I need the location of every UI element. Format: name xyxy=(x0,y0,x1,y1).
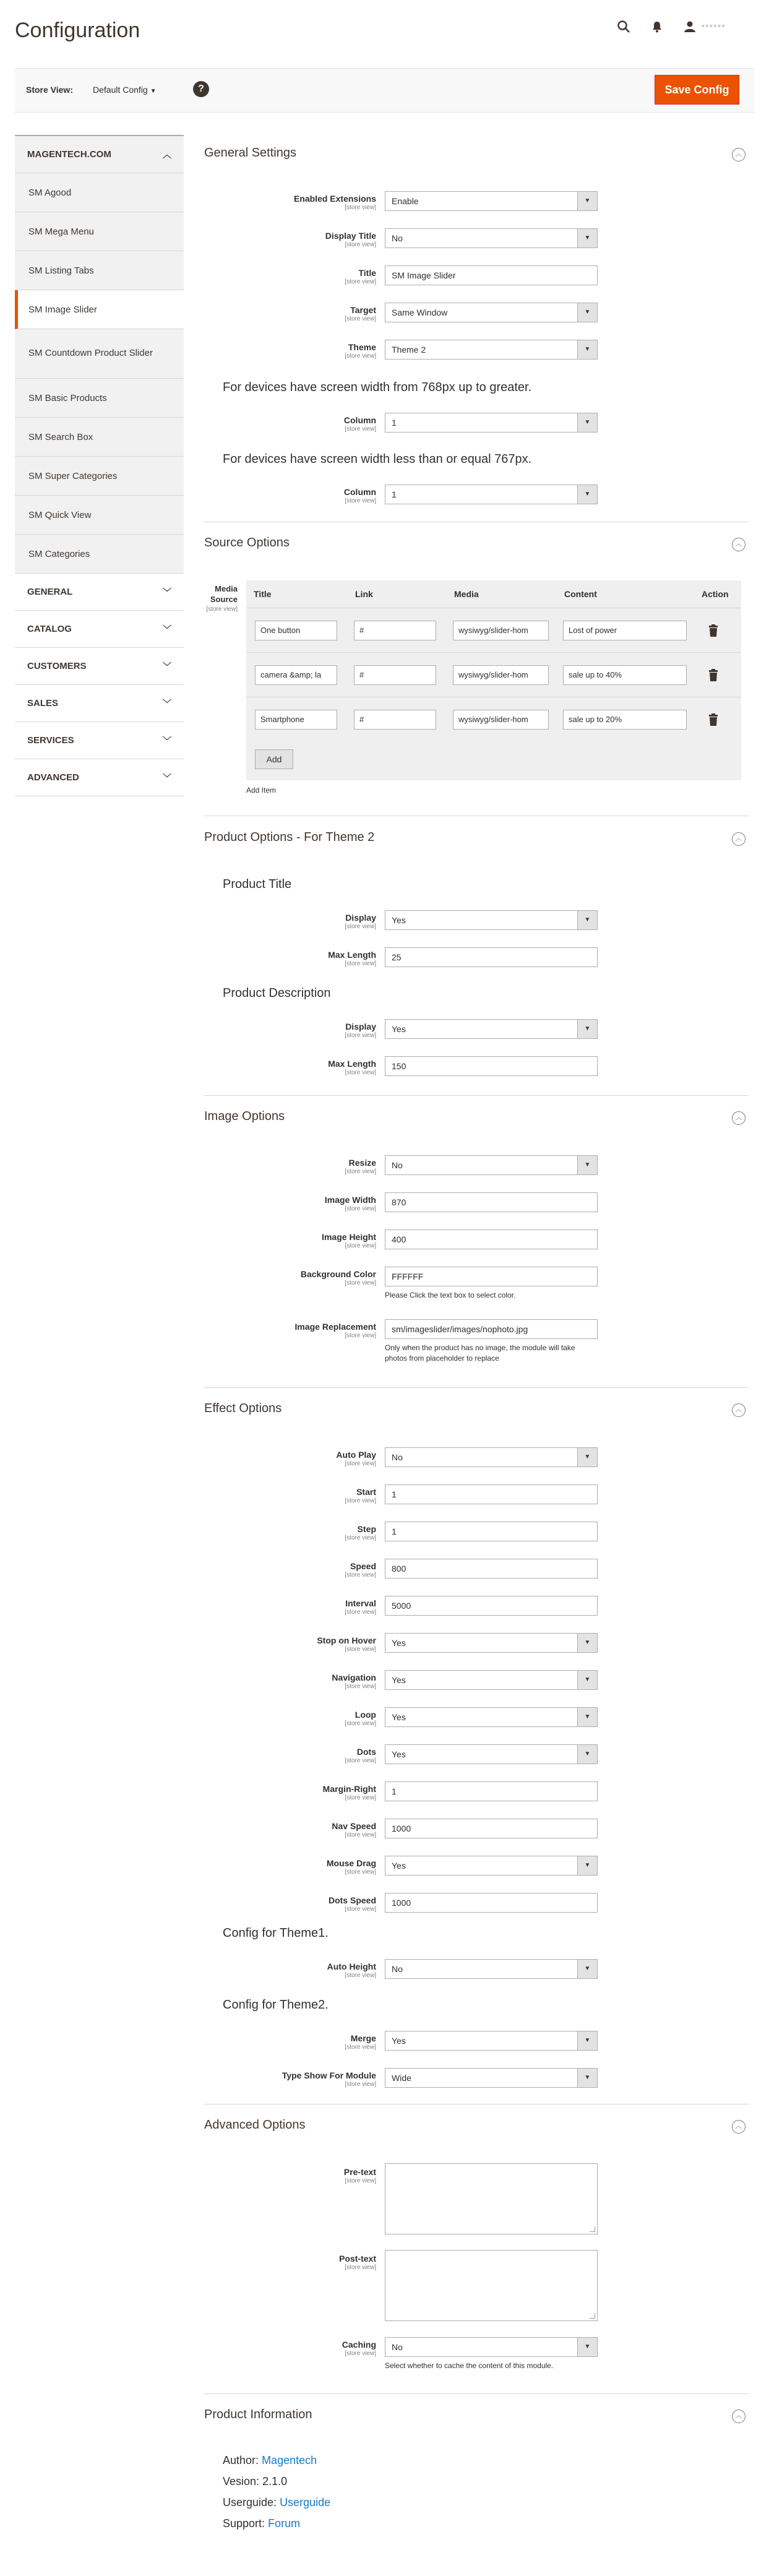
caching-note: Select whether to cache the content of this module. xyxy=(385,2361,554,2370)
select-value: Yes xyxy=(392,1749,406,1759)
title-input[interactable]: SM Image Slider xyxy=(385,265,598,285)
scope-note: [store view] xyxy=(345,1243,376,1249)
author-line xyxy=(223,2454,317,2467)
label-text: Auto Play xyxy=(336,1450,376,1460)
label-text: Stop on Hover xyxy=(317,1635,376,1645)
chevron-down-icon: ﹀ xyxy=(163,624,171,634)
caret-down-icon: ▼ xyxy=(577,229,597,248)
row-media-input[interactable]: wysiwyg/slider-hom xyxy=(453,665,549,685)
sidebar-item[interactable]: SM Quick View xyxy=(15,496,184,535)
sidebar-item-active[interactable]: SM Image Slider xyxy=(15,290,184,329)
interval-input[interactable]: 5000 xyxy=(385,1596,598,1616)
theme-select[interactable] xyxy=(385,340,598,360)
scope-note: [store view] xyxy=(345,1280,376,1286)
caret-down-icon: ▼ xyxy=(577,1448,597,1467)
label-text: Display Title xyxy=(325,231,376,241)
label-text: Media Source xyxy=(210,584,238,604)
table-row xyxy=(246,697,741,741)
sidebar-section-label: ADVANCED xyxy=(27,772,79,783)
divider xyxy=(204,1095,749,1096)
select-value: Wide xyxy=(392,2073,411,2083)
user-icon xyxy=(684,20,696,33)
description-display-select[interactable] xyxy=(385,1019,598,1039)
dots-select[interactable] xyxy=(385,1744,598,1764)
scope-note: [store view] xyxy=(345,204,376,211)
label-text: Column xyxy=(343,487,376,497)
row-content-input[interactable]: sale up to 40% xyxy=(563,665,687,685)
support-line xyxy=(223,2517,300,2530)
navigation-select[interactable] xyxy=(385,1670,598,1690)
label-text: Theme xyxy=(348,342,376,352)
select-value: No xyxy=(392,2342,403,2352)
background-color-note: Please Click the text box to select color. xyxy=(385,1291,516,1299)
field-label xyxy=(204,2340,376,2357)
scope-note: [store view] xyxy=(345,2081,376,2088)
userguide-label: Userguide: xyxy=(223,2496,277,2509)
scope-note: [store view] xyxy=(345,278,376,285)
sidebar-item[interactable]: SM Listing Tabs xyxy=(15,251,184,290)
collapse-icon[interactable]: ︿ xyxy=(732,832,745,846)
collapse-icon[interactable]: ︿ xyxy=(732,1111,745,1125)
add-item-link[interactable]: Add Item xyxy=(246,786,277,795)
save-config-button[interactable]: Save Config xyxy=(655,75,739,105)
scope-note: [store view] xyxy=(345,1832,376,1838)
col-header-title: Title xyxy=(254,589,272,599)
caret-down-icon: ▼ xyxy=(577,413,597,432)
caret-down-icon: ▼ xyxy=(577,1708,597,1726)
mouse-drag-select[interactable] xyxy=(385,1856,598,1876)
label-text: Interval xyxy=(345,1598,376,1608)
version-value: 2.1.0 xyxy=(262,2475,288,2488)
field-label xyxy=(204,1598,376,1616)
scope-note: [store view] xyxy=(345,1906,376,1913)
add-row-button[interactable]: Add xyxy=(255,749,293,769)
trash-icon[interactable] xyxy=(708,624,719,637)
label-text: Background Color xyxy=(300,1269,376,1279)
sidebar-item[interactable]: SM Mega Menu xyxy=(15,212,184,251)
label-text: Caching xyxy=(342,2340,376,2350)
theme2-heading: Config for Theme2. xyxy=(223,1998,329,2012)
support-link[interactable]: Forum xyxy=(268,2517,301,2530)
label-text: Post-text xyxy=(339,2254,376,2264)
store-view-label: Store View: xyxy=(26,85,73,95)
row-title-input[interactable]: camera &amp; la xyxy=(255,665,337,685)
label-text: Margin-Right xyxy=(322,1784,376,1794)
field-label xyxy=(204,1158,376,1175)
caret-down-icon: ▼ xyxy=(577,2031,597,2050)
scope-note: [store view] xyxy=(345,426,376,433)
field-label xyxy=(204,268,376,285)
scope-note: [store view] xyxy=(345,2044,376,2051)
label-text: Enabled Extensions xyxy=(293,194,376,204)
field-label xyxy=(204,1524,376,1541)
sidebar-section-catalog[interactable] xyxy=(15,611,184,648)
select-value: Yes xyxy=(392,1024,406,1034)
row-media-input[interactable]: wysiwyg/slider-hom xyxy=(453,621,549,640)
chevron-down-icon: ﹀ xyxy=(163,772,171,783)
sidebar-section-label: CUSTOMERS xyxy=(27,661,87,671)
scope-note: [store view] xyxy=(345,498,376,504)
note-small-devices: For devices have screen width less than or equal 767px. xyxy=(223,452,532,466)
scope-note: [store view] xyxy=(345,960,376,967)
select-value: No xyxy=(392,233,403,243)
collapse-icon[interactable]: ︿ xyxy=(732,2410,745,2423)
table-row xyxy=(246,652,741,697)
product-title-heading: Product Title xyxy=(223,877,292,891)
scope-note: [store view] xyxy=(345,1332,376,1339)
sidebar-section-label: SERVICES xyxy=(27,735,74,746)
account-menu[interactable] xyxy=(684,20,726,33)
label-text: Column xyxy=(343,415,376,425)
step-input[interactable]: 1 xyxy=(385,1522,598,1541)
scope-note: [store view] xyxy=(345,353,376,360)
chevron-down-icon: ﹀ xyxy=(163,735,171,746)
row-link-input[interactable]: # xyxy=(354,665,436,685)
field-label xyxy=(204,231,376,248)
field-label xyxy=(204,1962,376,1979)
label-text: Nav Speed xyxy=(332,1821,376,1831)
row-content-input[interactable]: Lost of power xyxy=(563,621,687,640)
image-replacement-note: Only when the product has no image, the module will take photos from placeholder to replace xyxy=(385,1343,575,1363)
scope-note: [store view] xyxy=(345,1497,376,1504)
sidebar-section-label: CATALOG xyxy=(27,624,72,634)
title-display-select[interactable] xyxy=(385,910,598,930)
section-title-general[interactable]: General Settings xyxy=(204,146,296,160)
sidebar-group-magentech[interactable] xyxy=(15,135,184,173)
row-link-input[interactable]: # xyxy=(354,710,436,730)
caret-down-icon: ▼ xyxy=(577,1020,597,1038)
field-label xyxy=(204,1232,376,1249)
label-text: Auto Height xyxy=(327,1962,376,1971)
caching-select[interactable] xyxy=(385,2337,598,2357)
field-label xyxy=(204,2167,376,2184)
label-text: Merge xyxy=(350,2033,376,2043)
section-title-source[interactable]: Source Options xyxy=(204,536,290,549)
field-label xyxy=(204,1747,376,1764)
type-show-select[interactable] xyxy=(385,2068,598,2088)
label-text: Step xyxy=(357,1524,376,1534)
collapse-icon[interactable]: ︿ xyxy=(732,2120,745,2134)
start-input[interactable]: 1 xyxy=(385,1484,598,1504)
caret-down-icon: ▼ xyxy=(577,1960,597,1978)
scope-note: [store view] xyxy=(345,923,376,930)
caret-down-icon: ▼ xyxy=(577,303,597,322)
sidebar-section-general[interactable] xyxy=(15,574,184,611)
sidebar-section-label: GENERAL xyxy=(27,587,73,597)
sidebar-item[interactable]: SM Super Categories xyxy=(15,457,184,496)
table-row xyxy=(246,608,741,652)
image-height-input[interactable]: 400 xyxy=(385,1230,598,1249)
sidebar-section-services[interactable] xyxy=(15,722,184,759)
caret-down-icon: ▼ xyxy=(150,88,157,95)
field-label xyxy=(204,342,376,360)
background-color-input[interactable]: FFFFFF xyxy=(385,1267,598,1286)
scope-note: [store view] xyxy=(345,1757,376,1764)
label-text: Speed xyxy=(350,1561,376,1571)
chevron-up-icon: ︿ xyxy=(163,149,171,160)
scope-note: [store view] xyxy=(345,241,376,248)
version-line xyxy=(223,2475,287,2488)
store-view-bar xyxy=(15,68,754,113)
select-value: Yes xyxy=(392,1861,406,1871)
sidebar-section-sales[interactable] xyxy=(15,685,184,722)
scope-note: [store view] xyxy=(345,1683,376,1690)
sidebar-item[interactable]: SM Basic Products xyxy=(15,379,184,418)
loop-select[interactable] xyxy=(385,1707,598,1727)
header-actions xyxy=(617,20,726,33)
scope-note: [store view] xyxy=(345,1205,376,1212)
scope-note: [store view] xyxy=(345,1869,376,1876)
userguide-line xyxy=(223,2496,330,2509)
target-select[interactable] xyxy=(385,303,598,322)
select-value: Enable xyxy=(392,196,419,206)
trash-icon[interactable] xyxy=(708,713,719,726)
label-text: Image Height xyxy=(322,1232,376,1242)
row-content-input[interactable]: sale up to 20% xyxy=(563,710,687,730)
userguide-link[interactable]: Userguide xyxy=(280,2496,331,2509)
row-title-input[interactable]: Smartphone xyxy=(255,710,337,730)
row-link-input[interactable]: # xyxy=(354,621,436,640)
column-large-select[interactable] xyxy=(385,413,598,433)
select-value: 1 xyxy=(392,489,397,499)
caret-down-icon: ▼ xyxy=(577,485,597,504)
merge-select[interactable] xyxy=(385,2031,598,2051)
scope-note: [store view] xyxy=(345,1535,376,1541)
caret-down-icon: ▼ xyxy=(577,192,597,210)
section-title-info[interactable]: Product Information xyxy=(204,2408,312,2421)
label-text: Navigation xyxy=(332,1673,376,1682)
scope-note: [store view] xyxy=(345,1032,376,1039)
select-value: Yes xyxy=(392,1675,406,1685)
user-name: •••••• xyxy=(701,21,726,32)
field-label xyxy=(204,2254,376,2271)
scope-note: [store view] xyxy=(345,1646,376,1653)
label-text: Dots xyxy=(356,1747,376,1757)
store-view-value: Default Config xyxy=(93,85,148,95)
divider xyxy=(204,2393,749,2394)
field-label xyxy=(204,487,376,504)
version-label: Vesion: xyxy=(223,2475,260,2488)
row-media-input[interactable]: wysiwyg/slider-hom xyxy=(453,710,549,730)
chevron-down-icon: ﹀ xyxy=(163,587,171,597)
scope-note: [store view] xyxy=(345,316,376,322)
field-label xyxy=(204,913,376,930)
sidebar-section-advanced[interactable] xyxy=(15,759,184,796)
sidebar-section-label: SALES xyxy=(27,698,59,709)
field-label xyxy=(204,1784,376,1801)
label-text: Start xyxy=(356,1487,376,1497)
enabled-extensions-select[interactable] xyxy=(385,191,598,211)
col-header-action: Action xyxy=(702,589,729,599)
label-text: Resize xyxy=(348,1158,376,1168)
auto-play-select[interactable] xyxy=(385,1447,598,1467)
nav-speed-input[interactable]: 1000 xyxy=(385,1819,598,1838)
page-title: Configuration xyxy=(15,19,140,42)
field-label xyxy=(204,1710,376,1727)
label-text: Max Length xyxy=(328,1059,376,1069)
label-text: Max Length xyxy=(328,950,376,960)
select-value: Yes xyxy=(392,2036,406,2046)
resize-select[interactable] xyxy=(385,1155,598,1175)
field-label xyxy=(204,1322,376,1339)
scope-note: [store view] xyxy=(345,1572,376,1579)
select-value: Yes xyxy=(392,915,406,925)
label-text: Pre-text xyxy=(343,2167,376,2177)
field-label xyxy=(204,2070,376,2088)
sidebar-group-label: MAGENTECH.COM xyxy=(27,149,111,160)
scope-note: [store view] xyxy=(345,2178,376,2184)
auto-height-select[interactable] xyxy=(385,1959,598,1979)
image-replacement-input[interactable]: sm/imageslider/images/nophoto.jpg xyxy=(385,1319,598,1339)
caret-down-icon: ▼ xyxy=(577,911,597,929)
display-title-select[interactable] xyxy=(385,228,598,248)
pre-text-textarea[interactable] xyxy=(385,2163,598,2234)
chevron-down-icon: ﹀ xyxy=(163,661,171,671)
column-small-select[interactable] xyxy=(385,485,598,504)
label-text: Display xyxy=(345,1022,376,1032)
field-label xyxy=(204,950,376,967)
caret-down-icon: ▼ xyxy=(577,2338,597,2356)
scope-note: [store view] xyxy=(345,1972,376,1979)
col-header-link: Link xyxy=(355,589,373,599)
field-label xyxy=(204,1895,376,1913)
config-sidebar xyxy=(15,135,184,796)
scope-note: [store view] xyxy=(345,1720,376,1727)
section-title-advanced[interactable]: Advanced Options xyxy=(204,2118,306,2132)
field-label xyxy=(204,305,376,322)
sidebar-item[interactable]: SM Countdown Product Slider xyxy=(15,329,184,379)
select-value: Theme 2 xyxy=(392,345,426,355)
caret-down-icon: ▼ xyxy=(577,1856,597,1875)
scope-note: [store view] xyxy=(345,2350,376,2357)
collapse-icon[interactable]: ︿ xyxy=(732,1403,745,1417)
label-text: Dots Speed xyxy=(328,1895,376,1905)
field-label xyxy=(204,194,376,211)
select-value: 1 xyxy=(392,418,397,428)
note-large-devices: For devices have screen width from 768px up to greater. xyxy=(223,381,532,394)
caret-down-icon: ▼ xyxy=(577,1156,597,1174)
post-text-textarea[interactable] xyxy=(385,2250,598,2321)
sidebar-item[interactable]: SM Search Box xyxy=(15,418,184,457)
scope-note: [store view] xyxy=(206,605,238,613)
sidebar-section-customers[interactable] xyxy=(15,648,184,685)
scope-note: [store view] xyxy=(345,1168,376,1175)
field-label xyxy=(204,1858,376,1876)
image-width-input[interactable]: 870 xyxy=(385,1192,598,1212)
label-text: Type Show For Module xyxy=(281,2070,376,2080)
help-icon[interactable]: ? xyxy=(193,81,209,97)
label-text: Loop xyxy=(354,1710,376,1720)
row-title-input[interactable]: One button xyxy=(255,621,337,640)
caret-down-icon: ▼ xyxy=(577,2069,597,2087)
field-label xyxy=(204,1269,376,1286)
author-label: Author: xyxy=(223,2454,259,2466)
label-text: Display xyxy=(345,913,376,923)
sidebar-item[interactable]: SM Agood xyxy=(15,173,184,212)
select-value: Yes xyxy=(392,1638,406,1648)
field-label xyxy=(204,1022,376,1039)
field-label xyxy=(204,1821,376,1838)
col-header-media: Media xyxy=(454,589,479,599)
label-text: Mouse Drag xyxy=(326,1858,376,1868)
label-text: Image Replacement xyxy=(294,1322,376,1332)
margin-right-input[interactable]: 1 xyxy=(385,1781,598,1801)
dots-speed-input[interactable]: 1000 xyxy=(385,1893,598,1913)
caret-down-icon: ▼ xyxy=(577,1634,597,1652)
select-value: Same Window xyxy=(392,308,448,317)
select-value: No xyxy=(392,1452,403,1462)
trash-icon[interactable] xyxy=(708,669,719,681)
label-text: Target xyxy=(350,305,376,315)
media-source-table xyxy=(246,580,741,780)
select-value: No xyxy=(392,1964,403,1974)
section-title-image[interactable]: Image Options xyxy=(204,1109,285,1123)
field-label xyxy=(204,1487,376,1504)
section-title-product[interactable]: Product Options - For Theme 2 xyxy=(204,830,375,844)
collapse-icon[interactable]: ︿ xyxy=(732,538,745,551)
scope-note: [store view] xyxy=(345,2264,376,2271)
caret-down-icon: ▼ xyxy=(577,1671,597,1689)
scope-note: [store view] xyxy=(345,1460,376,1467)
divider xyxy=(204,1387,749,1388)
theme1-heading: Config for Theme1. xyxy=(223,1926,329,1940)
speed-input[interactable]: 800 xyxy=(385,1559,598,1579)
author-link[interactable]: Magentech xyxy=(262,2454,317,2466)
media-source-label xyxy=(197,584,238,613)
description-max-length-input[interactable]: 150 xyxy=(385,1056,598,1076)
section-title-effect[interactable]: Effect Options xyxy=(204,1402,282,1415)
title-max-length-input[interactable]: 25 xyxy=(385,947,598,967)
label-text: Title xyxy=(358,268,376,278)
col-header-content: Content xyxy=(564,589,597,599)
field-label xyxy=(204,415,376,433)
scope-note: [store view] xyxy=(345,1069,376,1076)
caret-down-icon: ▼ xyxy=(577,340,597,359)
caret-down-icon: ▼ xyxy=(577,1745,597,1764)
field-label xyxy=(204,1450,376,1467)
collapse-icon[interactable]: ︿ xyxy=(732,148,745,162)
field-label xyxy=(204,1195,376,1212)
field-label xyxy=(204,1059,376,1076)
select-value: No xyxy=(392,1160,403,1170)
field-label xyxy=(204,1673,376,1690)
product-description-heading: Product Description xyxy=(223,986,331,1000)
select-value: Yes xyxy=(392,1712,406,1722)
support-label: Support: xyxy=(223,2517,265,2530)
field-label xyxy=(204,1561,376,1579)
search-icon[interactable] xyxy=(617,20,630,33)
sidebar-item[interactable]: SM Categories xyxy=(15,535,184,574)
field-label xyxy=(204,1635,376,1653)
scope-note: [store view] xyxy=(345,1794,376,1801)
label-text: Image Width xyxy=(324,1195,376,1205)
field-label xyxy=(204,2033,376,2051)
store-view-switcher[interactable] xyxy=(93,85,157,95)
chevron-down-icon: ﹀ xyxy=(163,698,171,709)
bell-icon[interactable] xyxy=(651,20,663,33)
stop-on-hover-select[interactable] xyxy=(385,1633,598,1653)
scope-note: [store view] xyxy=(345,1609,376,1616)
